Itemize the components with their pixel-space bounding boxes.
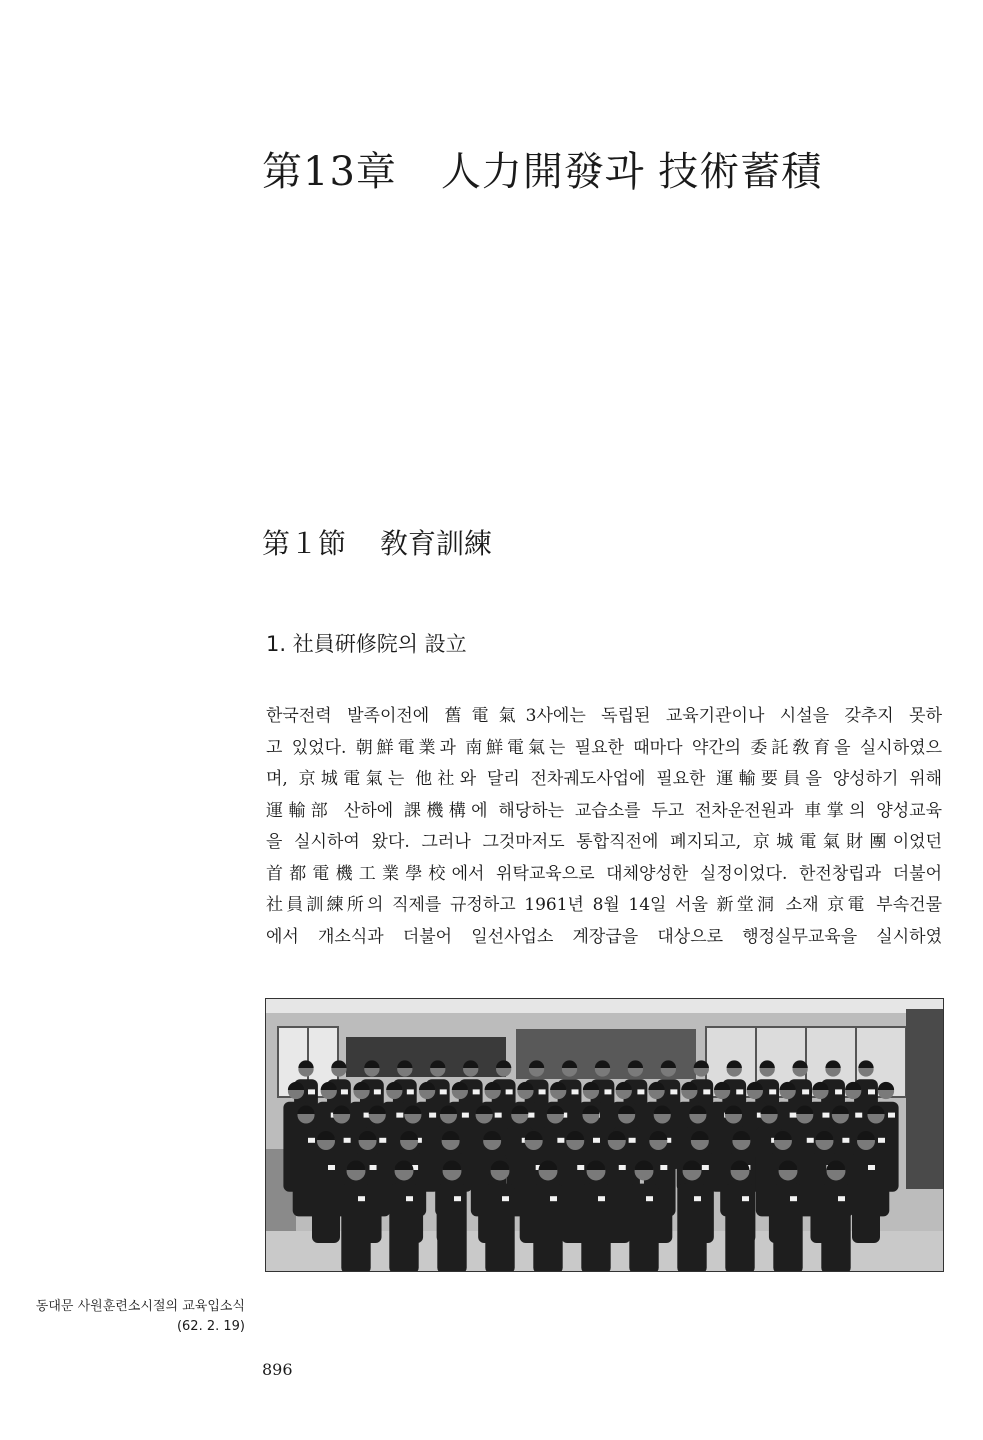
name-tag <box>379 1138 386 1143</box>
person-body <box>629 1184 658 1271</box>
group-photo-illustration <box>266 999 943 1271</box>
person-body <box>852 1153 880 1243</box>
name-tag <box>407 1089 414 1094</box>
name-tag <box>868 1089 875 1094</box>
subsection-title: 1. 社員硏修院의 設立 <box>266 632 467 656</box>
name-tag <box>495 1113 502 1118</box>
name-tag <box>406 1196 413 1201</box>
name-tag <box>790 1113 797 1118</box>
name-tag <box>736 1089 743 1094</box>
person-body <box>389 1184 418 1271</box>
name-tag <box>802 1089 809 1094</box>
name-tag <box>878 1138 885 1143</box>
name-tag <box>396 1113 403 1118</box>
body-paragraph <box>266 701 942 953</box>
name-tag <box>703 1089 710 1094</box>
name-tag <box>822 1113 829 1118</box>
caption-line-1: 동대문 사원훈련소시절의 교육입소식 <box>35 1299 245 1314</box>
name-tag <box>370 1165 377 1170</box>
name-tag <box>473 1089 480 1094</box>
name-tag <box>539 1089 546 1094</box>
name-tag <box>842 1138 849 1143</box>
body-line: 社員訓練所의 직제를 규정하고 1961년 8월 14일 서울 新堂洞 소재 京電 부속건물 <box>266 895 942 915</box>
name-tag <box>598 1196 605 1201</box>
person-body <box>437 1184 466 1271</box>
person-body <box>677 1184 706 1271</box>
name-tag <box>619 1165 626 1170</box>
name-tag <box>790 1196 797 1201</box>
name-tag <box>454 1196 461 1201</box>
person-body <box>773 1184 802 1271</box>
name-tag <box>694 1196 701 1201</box>
name-tag <box>502 1196 509 1201</box>
person-body <box>725 1184 754 1271</box>
name-tag <box>604 1089 611 1094</box>
name-tag <box>807 1138 814 1143</box>
name-tag <box>328 1165 335 1170</box>
name-tag <box>629 1138 636 1143</box>
name-tag <box>572 1089 579 1094</box>
section-name: 敎育訓練 <box>380 527 493 560</box>
body-line: 고 있었다. 朝鮮電業과 南鮮電氣는 필요한 때마다 약간의 委託敎育을 실시하였으 <box>266 737 942 758</box>
name-tag <box>374 1089 381 1094</box>
name-tag <box>308 1138 315 1143</box>
name-tag <box>742 1196 749 1201</box>
name-tag <box>855 1113 862 1118</box>
name-tag <box>308 1089 315 1094</box>
body-line: 한국전력 발족이전에 舊電氣3사에는 독립된 교육기관이나 시설을 갖추지 못하 <box>266 706 942 726</box>
body-line: 을 실시하여 왔다. 그러나 그것마저도 통합직전에 폐지되고, 京城電氣財團이었던 <box>266 832 942 852</box>
person-body <box>581 1184 610 1271</box>
section-title <box>262 522 492 562</box>
name-tag <box>550 1196 557 1201</box>
name-tag <box>344 1138 351 1143</box>
name-tag <box>462 1113 469 1118</box>
body-line: 首都電機工業學校에서 위탁교육으로 대체양성한 실정이었다. 한전창립과 더불어 <box>266 863 942 884</box>
name-tag <box>429 1113 436 1118</box>
person-body <box>533 1184 562 1271</box>
name-tag <box>358 1196 365 1201</box>
name-tag <box>527 1113 534 1118</box>
name-tag <box>769 1089 776 1094</box>
name-tag <box>637 1089 644 1094</box>
name-tag <box>646 1196 653 1201</box>
chapter-title <box>262 140 822 197</box>
body-line: 에서 개소식과 더불어 일선사업소 계장급을 대상으로 행정실무교육을 실시하였 <box>266 926 942 947</box>
name-tag <box>670 1089 677 1094</box>
name-tag <box>838 1196 845 1201</box>
person-body <box>312 1153 340 1243</box>
group-photo <box>265 998 944 1272</box>
name-tag <box>506 1089 513 1094</box>
chapter-number: 第13章 <box>262 149 397 195</box>
caption-line-2: (62. 2. 19) <box>176 1319 245 1334</box>
name-tag <box>660 1165 667 1170</box>
chapter-name: 人力開發과 技術蓄積 <box>440 149 823 195</box>
person-body <box>341 1184 370 1271</box>
person-body <box>821 1184 850 1271</box>
name-tag <box>577 1165 584 1170</box>
body-line: 며, 京城電氣는 他社와 달리 전차궤도사업에 필요한 運輸要員을 양성하기 위해 <box>266 769 942 789</box>
page-number: 896 <box>262 1360 293 1379</box>
name-tag <box>702 1165 709 1170</box>
name-tag <box>888 1113 895 1118</box>
name-tag <box>593 1138 600 1143</box>
person-body <box>485 1184 514 1271</box>
name-tag <box>440 1089 447 1094</box>
name-tag <box>868 1165 875 1170</box>
name-tag <box>835 1089 842 1094</box>
name-tag <box>341 1089 348 1094</box>
photo-caption <box>36 1297 245 1337</box>
section-number: 第１節 <box>262 527 347 560</box>
body-line: 運輸部 산하에 課機構에 해당하는 교습소를 두고 전차운전원과 車掌의 양성교육 <box>266 800 942 821</box>
name-tag <box>557 1138 564 1143</box>
